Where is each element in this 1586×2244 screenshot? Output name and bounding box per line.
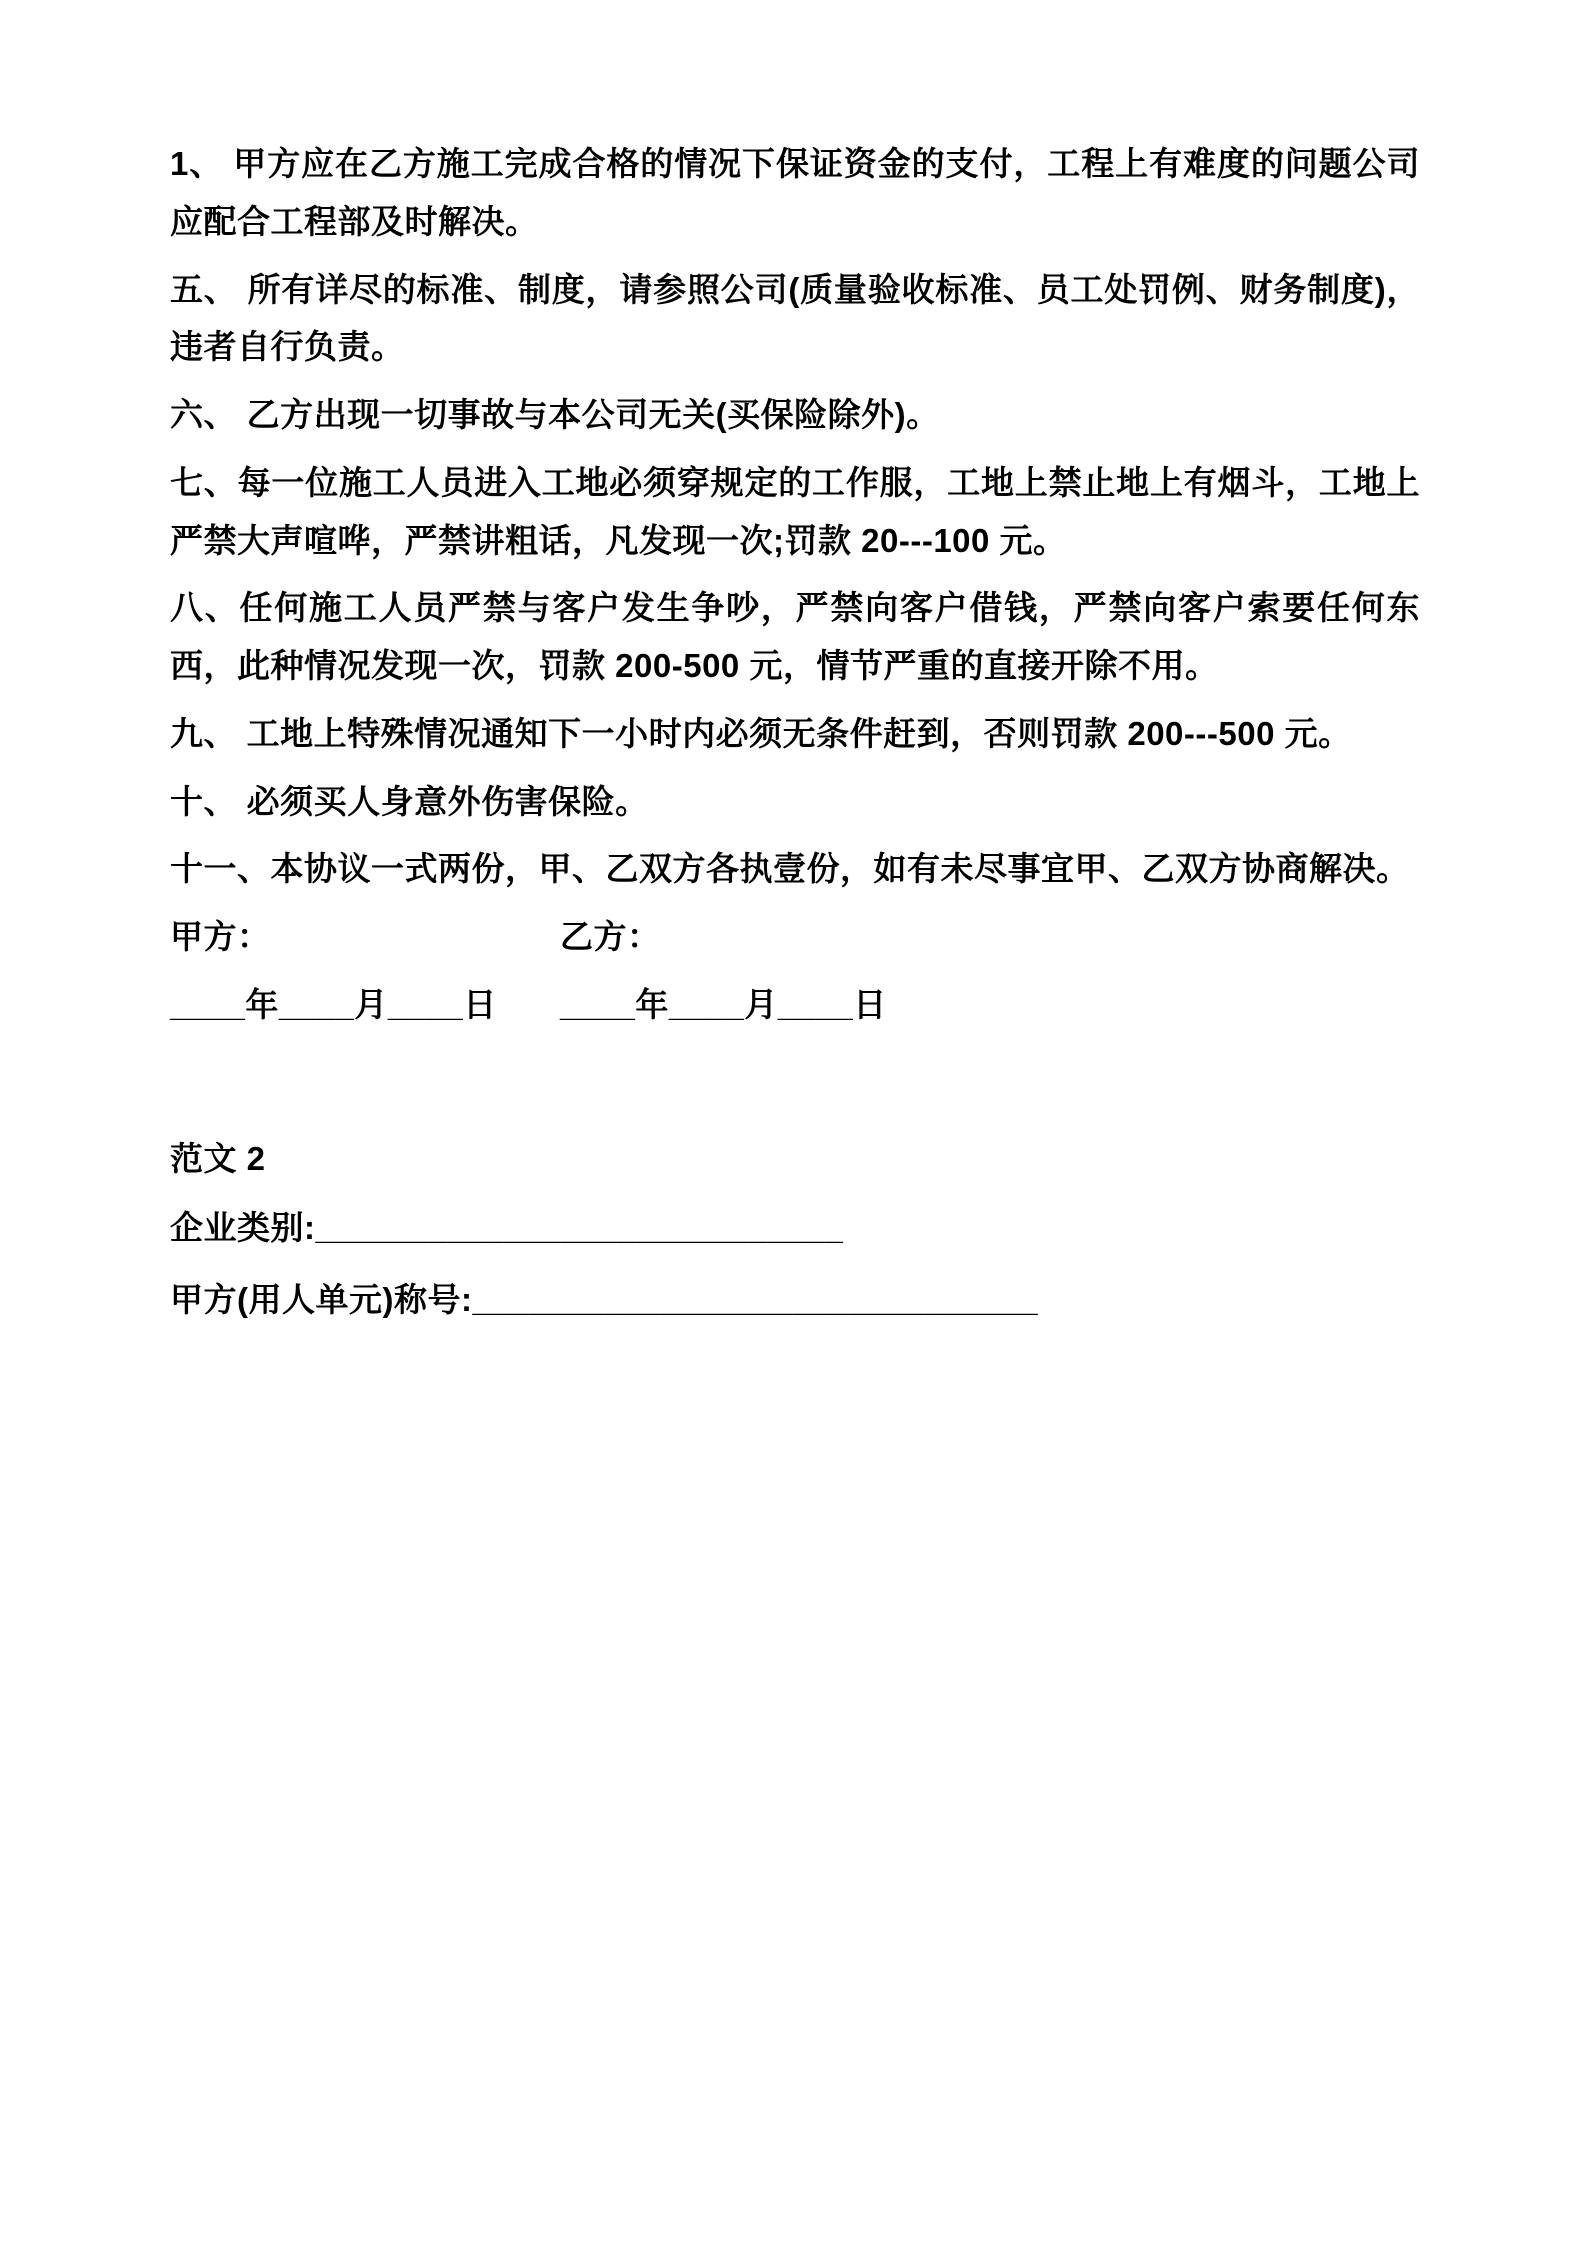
section-heading-sample-2: 范文 2 xyxy=(170,1139,266,1177)
form-field-enterprise-category: 企业类别:____________________________ xyxy=(170,1209,844,1247)
party-a-date-blank: ____年____月____日 xyxy=(170,985,497,1023)
party-b-date-blank: ____年____月____日 xyxy=(560,985,887,1023)
contract-clause-1: 1、 甲方应在乙方施工完成合格的情况下保证资金的支付，工程上有难度的问题公司应配合工程部及时解决。 xyxy=(170,145,1420,240)
contract-clause-5: 五、 所有详尽的标准、制度，请参照公司(质量验收标准、员工处罚例、财务制度)，违者自行负责。 xyxy=(170,270,1420,366)
contract-clause-9: 九、 工地上特殊情况通知下一小时内必须无条件赶到，否则罚款 200---500 元。 xyxy=(170,714,1352,752)
contract-clause-6: 六、 乙方出现一切事故与本公司无关(买保险除外)。 xyxy=(170,396,940,433)
signature-dates-row xyxy=(170,976,1420,1034)
contract-clause-8: 八、任何施工人员严禁与客户发生争吵，严禁向客户借钱，严禁向客户索要任何东西，此种情况发现一次，罚款 200-500 元，情节严重的直接开除不用。 xyxy=(170,589,1420,684)
contract-clause-7: 七、每一位施工人员进入工地必须穿规定的工作服，工地上禁止地上有烟斗，工地上严禁大声喧哗，严禁讲粗话，凡发现一次;罚款 20---100 元。 xyxy=(170,463,1420,559)
signature-labels-row xyxy=(170,908,1420,966)
form-field-party-a-name: 甲方(用人单元)称号:______________________________ xyxy=(170,1281,1039,1318)
party-b-label: 乙方： xyxy=(560,918,661,955)
contract-clause-11: 十一、本协议一式两份，甲、乙双方各执壹份，如有未尽事宜甲、乙双方协商解决。 xyxy=(170,850,1410,888)
contract-clause-10: 十、 必须买人身意外伤害保险。 xyxy=(170,782,649,820)
party-a-label: 甲方： xyxy=(170,918,271,955)
